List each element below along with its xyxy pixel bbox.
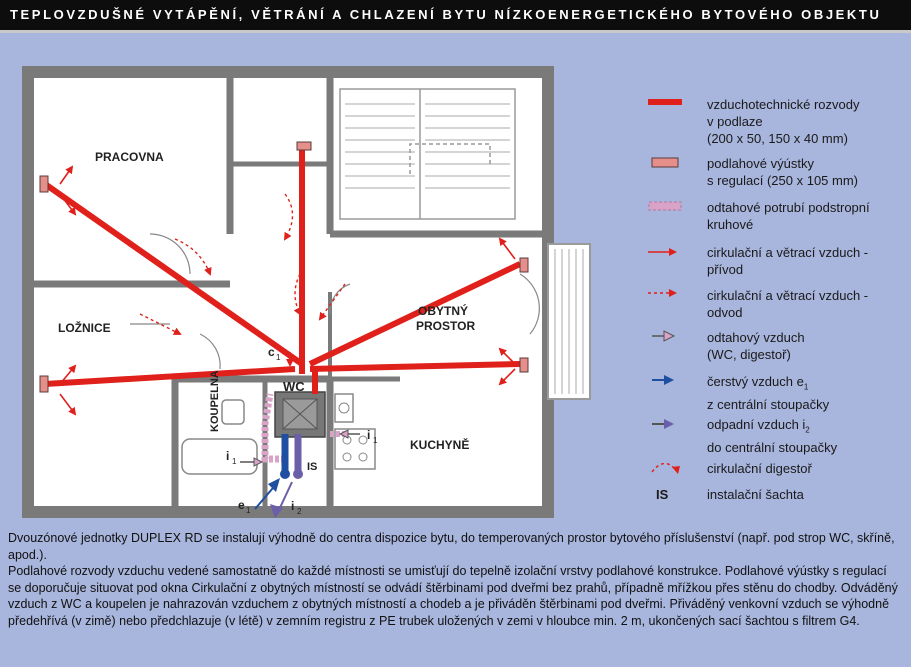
description-text xyxy=(8,530,903,630)
legend-outlet-swatch xyxy=(652,158,678,167)
duplex-unit xyxy=(275,392,325,437)
description-paragraph-1: Dvouzónové jednotky DUPLEX RD se instalují výhodně do centra dispozice bytu, do temperovaných prostor bytového příslušenství (např. pod strop WC, skříně, apod.). xyxy=(8,531,895,562)
room-koupelna: KOUPELNA xyxy=(209,370,221,432)
balcony xyxy=(548,244,590,399)
legend-symbols xyxy=(648,99,682,474)
legend-return: cirkulační a větrací vzduch - odvod xyxy=(707,288,869,320)
title-bar xyxy=(0,0,911,33)
label-e1: e xyxy=(238,498,245,512)
legend-supply: cirkulační a větrací vzduch - přívod xyxy=(707,245,869,277)
room-wc: WC xyxy=(283,379,305,394)
legend-duct: vzduchotechnické rozvody v podlaze (200 x 50, 150 x 40 mm) xyxy=(707,97,860,146)
staircase xyxy=(340,89,515,219)
legend-exhaust-pipe-swatch xyxy=(649,202,681,210)
legend-hood-icon xyxy=(652,463,676,472)
label-i-right: i xyxy=(367,428,371,442)
room-obytny-line2: PROSTOR xyxy=(416,319,476,333)
floor-plan-area xyxy=(0,34,911,524)
room-loznice: LOŽNICE xyxy=(58,321,111,335)
room-pracovna: PRACOVNA xyxy=(95,150,164,164)
legend-exhaust-air: odtahový vzduch (WC, digestoř) xyxy=(707,330,805,362)
label-i-right-sub: 1 xyxy=(373,436,378,445)
legend-waste-air: odpadní vzduch $i_2$ do centrální stoupačky xyxy=(707,417,838,455)
label-c-sub: 1 xyxy=(276,353,281,362)
label-i2: i xyxy=(291,499,295,513)
label-i-left: i xyxy=(226,449,230,463)
room-kuchyne: KUCHYNĚ xyxy=(410,438,470,452)
room-is: IS xyxy=(307,461,318,473)
description-paragraph-2: Podlahové rozvody vzduchu vedené samostatně do každé místnosti se umisťují do tepelně izolační vrstvy podlahové konstrukce. Podlahové výústky s regulací se doporučuje situovat pod okna Cirkulační z obytných místností se odvádí štěrbinami pod dveřmi bez prahů, případně mřížkou přes stěnu do chodby. Odváděný vzduch z WC a koupelen je nahrazován vzduchem z obytných místností a chodeb a je přiváděn štěrbinami pod dveřmi. Přiváděný venkovní vzduch se výhodně předehřívá (v zimě) nebo předchlazuje (v létě) v zemním registru z PE trubek uložených v zemi v hloubce min. 2 m, ukončených sací šachtou s filtrem G4. xyxy=(8,564,898,628)
label-e1-sub: 1 xyxy=(246,506,251,515)
legend-duct-swatch xyxy=(648,99,682,105)
legend-fresh-air: čerstvý vzduch $e_1$ z centrální stoupačky xyxy=(707,374,830,412)
legend-is: instalační šachta xyxy=(707,487,804,502)
room-obytny-line1: OBYTNÝ xyxy=(418,304,469,318)
legend-hood: cirkulační digestoř xyxy=(707,461,812,476)
figure-title: TEPLOVZDUŠNÉ VYTÁPĚNÍ, VĚTRÁNÍ A CHLAZENÍ BYTU NÍZKOENERGETICKÉHO BYTOVÉHO OBJEKTU xyxy=(10,7,882,22)
legend-outlet: podlahové výústky s regulací (250 x 105 mm) xyxy=(707,156,859,188)
label-c: c xyxy=(268,345,275,359)
legend-is-code: IS xyxy=(656,487,669,502)
label-i2-sub: 2 xyxy=(297,507,302,516)
label-i-left-sub: 1 xyxy=(232,457,237,466)
legend-exhaust-pipe: odtahové potrubí podstropní kruhové xyxy=(707,200,870,232)
